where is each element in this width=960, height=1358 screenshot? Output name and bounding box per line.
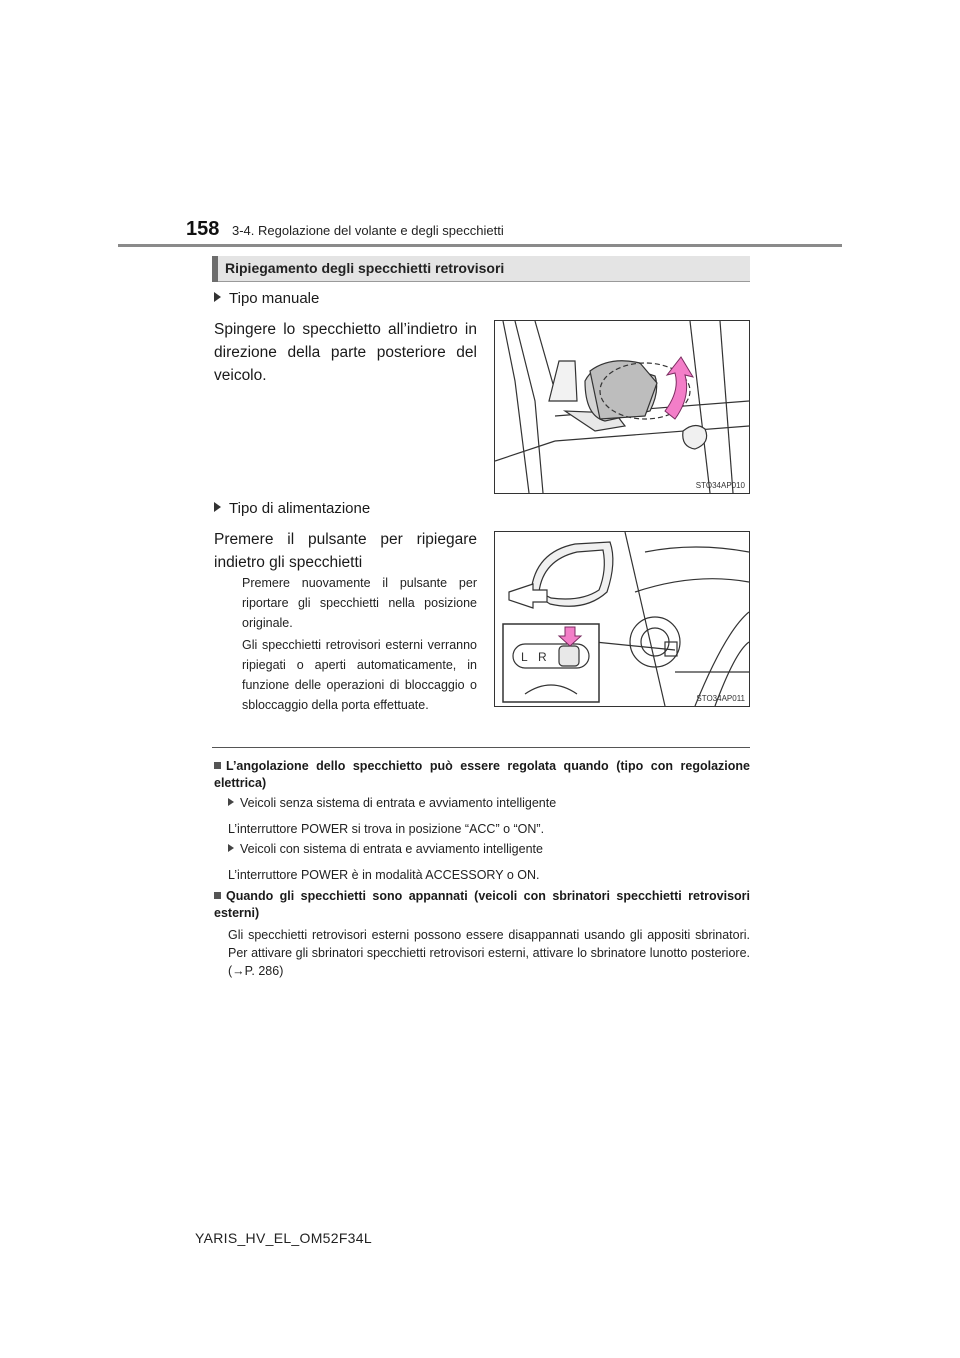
- note-1-bullet-2: Veicoli con sistema di entrata e avviamento intelligente: [228, 842, 543, 856]
- triangle-bullet-icon: [214, 502, 221, 512]
- manual-fold-figure: [494, 320, 750, 494]
- power-fold-figure: [494, 531, 750, 707]
- triangle-bullet-icon: [214, 292, 221, 302]
- power-type-text: Premere il pulsante per ripiegare indietro gli specchietti: [214, 531, 477, 571]
- figure-code: STO34AP010: [695, 481, 745, 490]
- manual-type-label: Tipo manuale: [229, 290, 320, 307]
- manual-type-heading: [214, 290, 319, 307]
- chapter-title: 3-4. Regolazione del volante e degli specchietti: [232, 223, 504, 238]
- note-2-title: Quando gli specchietti sono appannati (veicoli con sbrinatori specchietti retrovisori esterni): [214, 889, 750, 920]
- triangle-bullet-icon: [228, 798, 234, 806]
- switch-right-label: R: [538, 650, 547, 664]
- notes-divider: [212, 747, 750, 748]
- power-type-note-2: Gli specchietti retrovisori esterni verranno ripiegati o aperti automaticamente, in funzione delle operazioni di bloccaggio o sbloccaggio della porta effettuate.: [242, 638, 477, 712]
- section-title: Ripiegamento degli specchietti retrovisori: [225, 260, 505, 276]
- switch-left-label: L: [521, 650, 528, 664]
- section-marker: [212, 256, 218, 282]
- power-type-heading: [214, 500, 370, 517]
- power-type-note-1: Premere nuovamente il pulsante per riportare gli specchietti nella posizione originale.: [242, 576, 477, 630]
- note-1-bullet-1: Veicoli senza sistema di entrata e avviamento intelligente: [228, 796, 556, 810]
- note-1-text-1: L’interruttore POWER si trova in posizione “ACC” o “ON”.: [228, 822, 545, 836]
- section-title-bar: [212, 256, 750, 282]
- square-bullet-icon: [214, 892, 221, 899]
- square-bullet-icon: [214, 762, 221, 769]
- figure-code: STO34AP011: [696, 694, 745, 703]
- document-code: YARIS_HV_EL_OM52F34L: [195, 1230, 372, 1246]
- note-1-text-2: L’interruttore POWER è in modalità ACCESSORY o ON.: [228, 868, 540, 882]
- page-number: 158: [186, 218, 220, 240]
- power-type-label: Tipo di alimentazione: [229, 500, 371, 517]
- mirror-switch-illustration: [495, 532, 749, 706]
- header-divider: [118, 244, 842, 247]
- manual-type-text: Spingere lo specchietto all’indietro in direzione della parte posteriore del veicolo.: [214, 321, 477, 384]
- note-2-text: Gli specchietti retrovisori esterni possono essere disappannati usando gli appositi sbrinatori. Per attivare gli sbrinatori specchietti retrovisori esterni, attivare lo sbrinatore lunotto posteriore. (→P. 286): [228, 928, 750, 978]
- triangle-bullet-icon: [228, 844, 234, 852]
- mirror-fold-illustration: [495, 321, 749, 493]
- note-1-title: L’angolazione dello specchietto può essere regolata quando (tipo con regolazione elettrica): [214, 759, 750, 790]
